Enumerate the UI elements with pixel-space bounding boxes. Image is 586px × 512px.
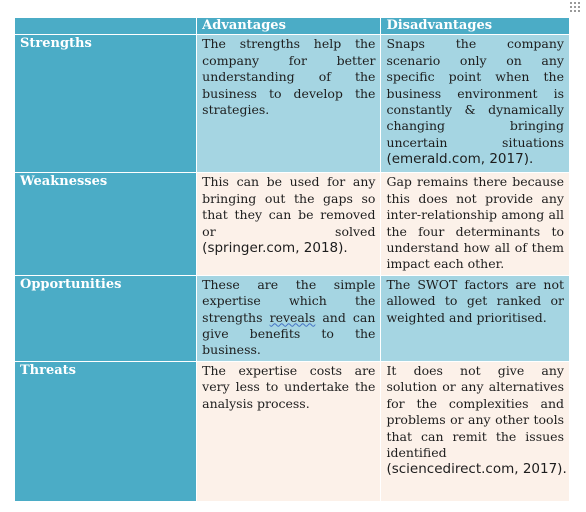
citation-sciencedirect: (sciencedirect.com, 2017). <box>386 461 567 478</box>
strengths-disadvantages-cell[interactable] <box>381 35 570 173</box>
header-advantages[interactable]: Advantages <box>197 18 381 35</box>
threats-disadvantages-cell[interactable] <box>381 361 570 501</box>
weaknesses-advantages-text: This can be used for any bringing out the gaps so that they can be removed or solved <box>202 174 376 239</box>
threats-disadvantages-text: It does not give any solution or any alternatives for the complexities and problems or any other tools that can remit the issues identified <box>386 362 564 460</box>
weaknesses-disadvantages-text: Gap remains there because this does not provide any inter-relationship among all the four determinants to understand how all of them impact each other. <box>386 174 564 272</box>
opportunities-advantages-text-b: and can give benefits to the business. <box>202 309 376 358</box>
table-row <box>15 361 570 501</box>
spellcheck-flagged-word[interactable]: reveals <box>269 309 316 325</box>
citation-emerald: (emerald.com, 2017). <box>386 151 534 168</box>
row-label-weaknesses[interactable]: Weaknesses <box>15 173 197 275</box>
table-move-handle-icon[interactable] <box>570 2 581 13</box>
weaknesses-disadvantages-cell[interactable] <box>381 173 570 275</box>
row-label-strengths[interactable]: Strengths <box>15 35 197 173</box>
strengths-advantages-text: The strengths help the company for better understanding of the business to develop the strategies. <box>202 36 376 118</box>
row-label-opportunities[interactable]: Opportunities <box>15 275 197 361</box>
swot-table <box>14 17 570 502</box>
table-row <box>15 275 570 361</box>
header-corner-cell[interactable] <box>15 18 197 35</box>
opportunities-disadvantages-cell[interactable] <box>381 275 570 361</box>
strengths-disadvantages-text: Snaps the company scenario only on any specific point when the business environment is constantly & dynamically changing bringing uncertain situations <box>386 36 564 150</box>
table-header-row <box>15 18 570 35</box>
opportunities-advantages-cell[interactable] <box>197 275 381 361</box>
weaknesses-advantages-cell[interactable] <box>197 173 381 275</box>
row-label-threats[interactable]: Threats <box>15 361 197 501</box>
opportunities-disadvantages-text: The SWOT factors are not allowed to get ranked or weighted and prioritised. <box>386 276 564 325</box>
strengths-advantages-cell[interactable] <box>197 35 381 173</box>
threats-advantages-cell[interactable] <box>197 361 381 501</box>
table-row <box>15 35 570 173</box>
table-row <box>15 173 570 275</box>
threats-advantages-text: The expertise costs are very less to undertake the analysis process. <box>202 362 376 411</box>
opportunities-advantages-text-a: These are the simple expertise which the strengths <box>202 276 376 325</box>
citation-springer: (springer.com, 2018). <box>202 240 348 257</box>
header-disadvantages[interactable]: Disadvantages <box>381 18 570 35</box>
